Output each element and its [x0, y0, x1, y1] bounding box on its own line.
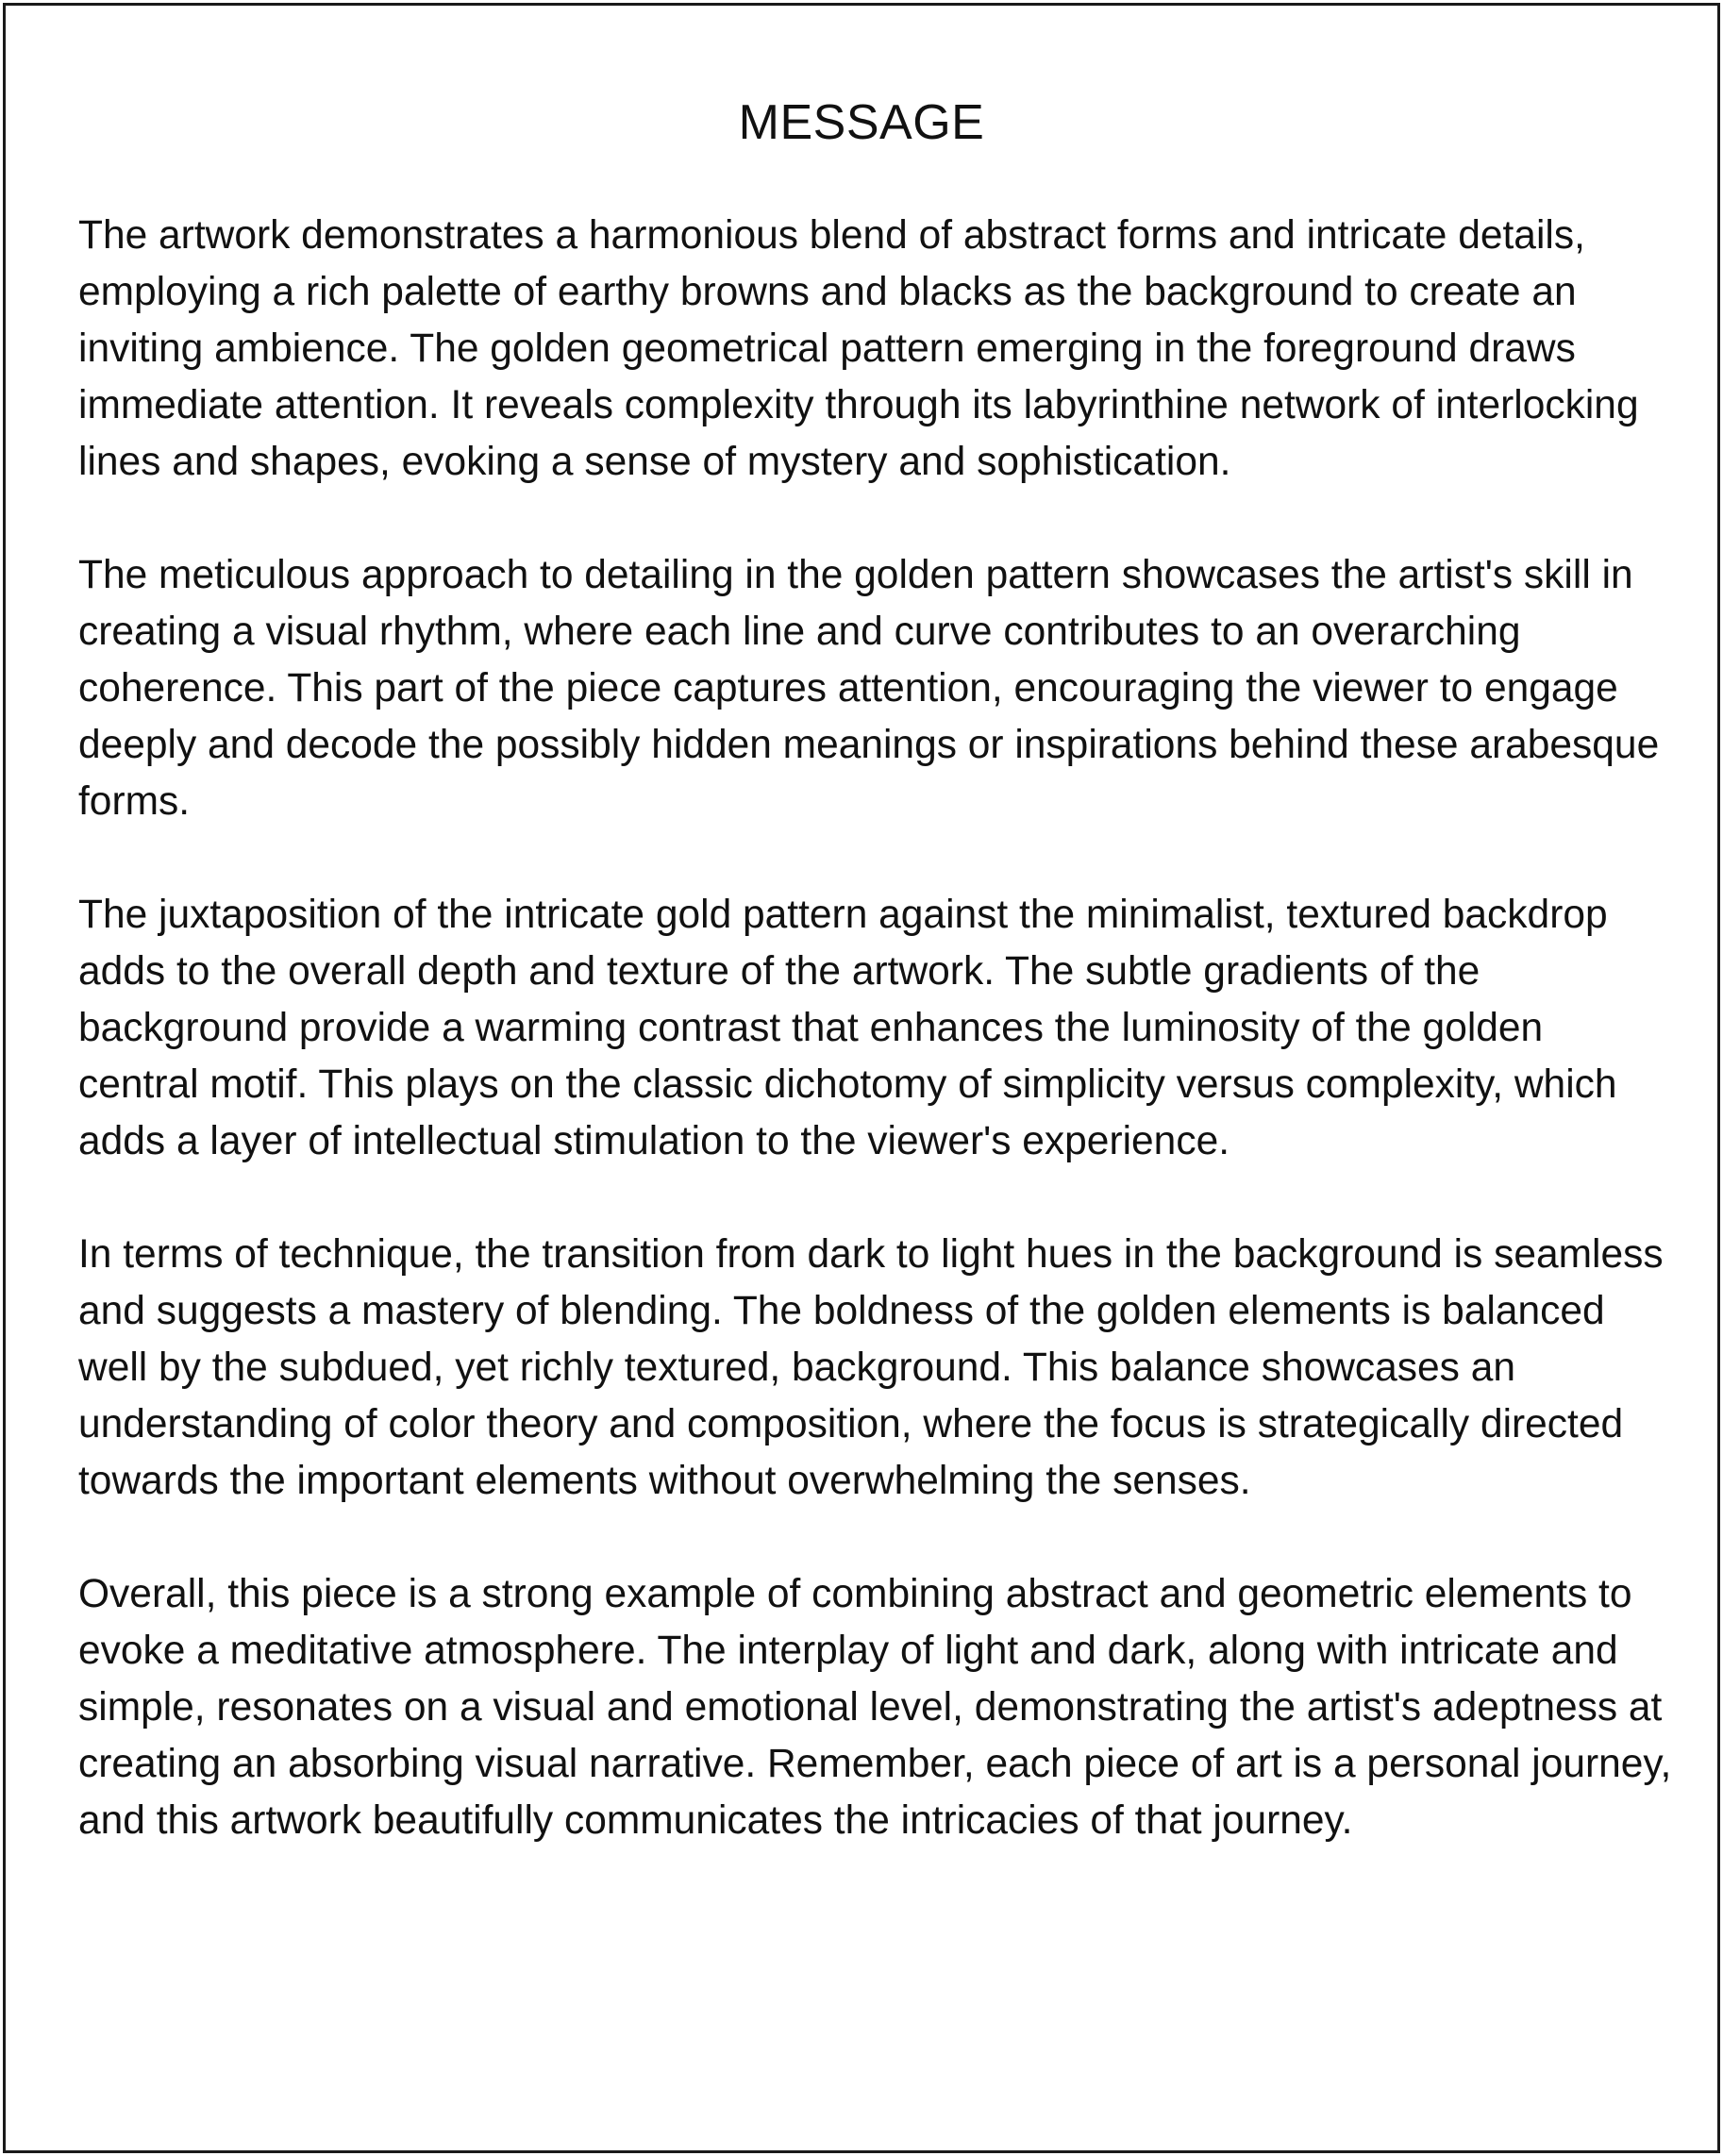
paragraph: The meticulous approach to detailing in the golden pattern showcases the artist's skill in creating a visual rhythm, where each line and curve contributes to an overarching coherence. This part of the piece captures attention, encouraging the viewer to engage deeply and decode the possibly hidden meanings or inspirations behind these arabesque forms.: [78, 553, 1660, 824]
paragraph: The juxtaposition of the intricate gold pattern against the minimalist, textured backdrop adds to the overall depth and texture of the artwork. The subtle gradients of the background provide a warming contrast that enhances the luminosity of the golden central motif. This plays on the classic dichotomy of simplicity versus complexity, which adds a layer of intellectual stimulation to the viewer's experience.: [78, 893, 1617, 1163]
message-body: [78, 208, 1673, 1849]
message-title: MESSAGE: [738, 95, 985, 150]
paragraph: Overall, this piece is a strong example of combining abstract and geometric elements to evoke a meditative atmosphere. The interplay of light and dark, along with intricate and simple, resonates on a visual and emotional level, demonstrating the artist's adeptness at creating an absorbing visual narrative. Remember, each piece of art is a personal journey, and this artwork beautifully communicates the intricacies of that journey.: [78, 1572, 1672, 1843]
message-frame: [3, 3, 1720, 2153]
paragraph: In terms of technique, the transition from dark to light hues in the background is seamless and suggests a mastery of blending. The boldness of the golden elements is balanced well by the subdued, yet richly textured, background. This balance showcases an understanding of color theory and composition, where the focus is strategically directed towards the important elements without overwhelming the senses.: [78, 1232, 1664, 1503]
paragraph: The artwork demonstrates a harmonious blend of abstract forms and intricate details, employing a rich palette of earthy browns and blacks as the background to create an inviting ambience. The golden geometrical pattern emerging in the foreground draws immediate attention. It reveals complexity through its labyrinthine network of interlocking lines and shapes, evoking a sense of mystery and sophistication.: [78, 213, 1639, 484]
